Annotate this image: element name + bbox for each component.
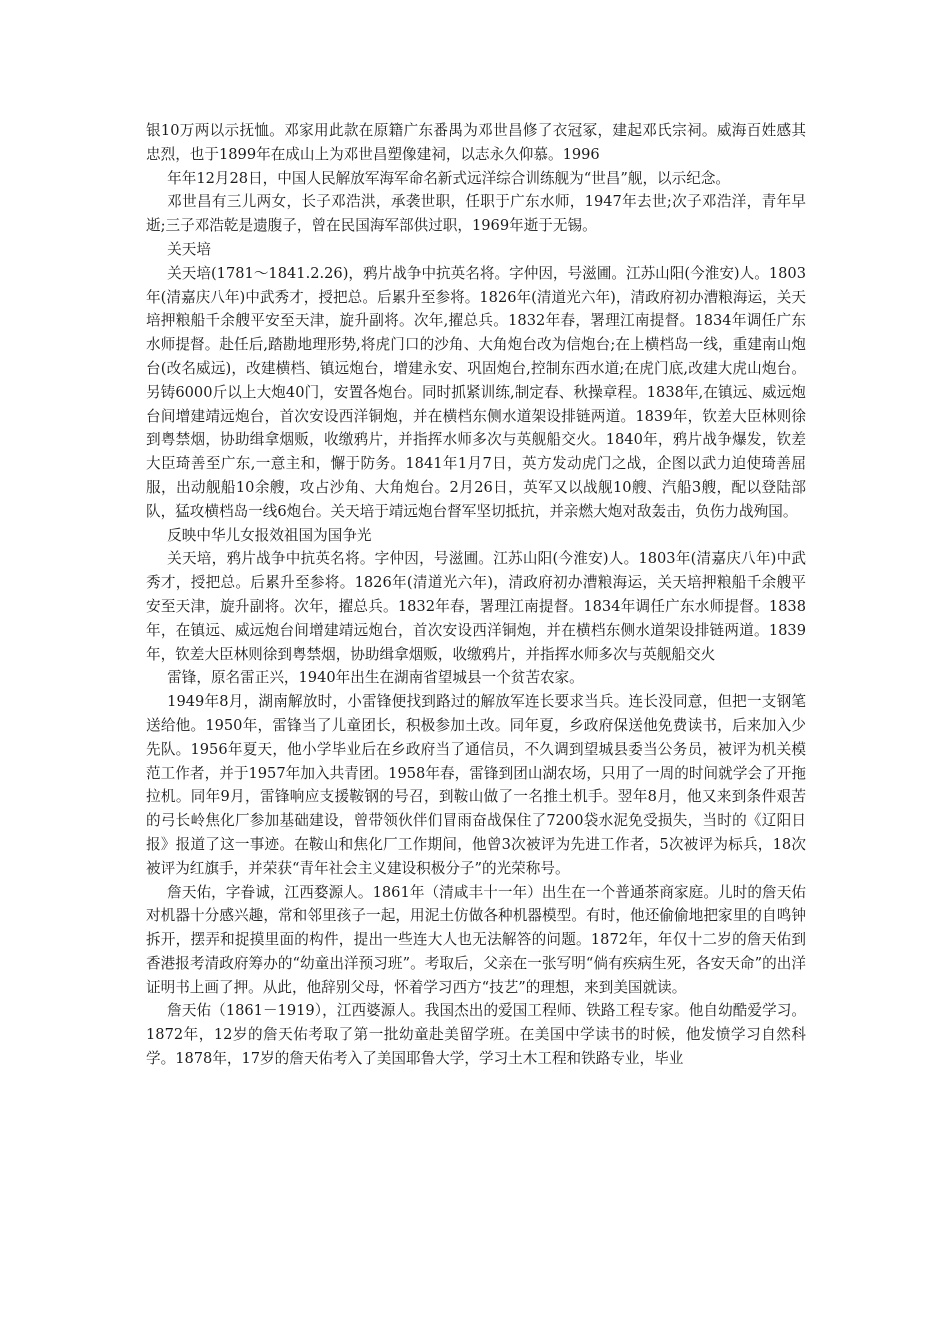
heading-guan-tianpei: 关天培 <box>167 240 211 258</box>
paragraph-deng-shichang-memorial: 银10万两以示抚恤。邓家用此款在原籍广东番禺为邓世昌修了衣冠冢，建起邓氏宗祠。威海百姓感其忠烈，也于1899年在成山上为邓世昌塑像建祠，以志永久仰慕。1996 <box>146 122 806 163</box>
paragraph-guan-tianpei-summary: 关天培，鸦片战争中抗英名将。字仲因，号滋圃。江苏山阳(今淮安)人。1803年(清嘉庆八年)中武秀才，授把总。后累升至参将。1826年(清道光六年)，清政府初办漕粮海运，关天培押粮船千余艘平安至天津，旋升副将。次年，擢总兵。1832年春，署理江南提督。1834年调任广东水师提督。1838年，在镇远、威远炮台间增建靖远炮台，首次安设西洋铜炮，并在横档东侧水道架设排链两道。1839年，钦差大臣林则徐到粤禁烟，协助缉拿烟贩，收缴鸦片，并指挥水师多次与英舰船交火 <box>146 550 806 663</box>
paragraph-shichang-ship: 年年12月28日，中国人民解放军海军命名新式远洋综合训练舰为“世昌”舰，以示纪念。 <box>167 169 731 187</box>
paragraph-guan-tianpei-bio: 关天培(1781～1841.2.26)，鸦片战争中抗英名将。字仲因，号滋圃。江苏山阳(今淮安)人。1803年(清嘉庆八年)中武秀才，授把总。后累升至参将。1826年(清道光六年)，清政府初办漕粮海运，关天培押粮船千余艘平安至天津，旋升副将。次年,擢总兵。1832年春，署理江南提督。1834年调任广东水师提督。赴任后,踏勘地理形势,将虎门口的沙角、大角炮台改为信炮台;在上横档岛一线，重建南山炮台(改名威远)，改建横档、镇远炮台，增建永安、巩固炮台,控制东西水道;在虎门底,改建大虎山炮台。另铸6000斤以上大炮40门，安置各炮台。同时抓紧训练,制定春、秋操章程。1838年,在镇远、威远炮台间增建靖远炮台，首次安设西洋铜炮，并在横档东侧水道架设排链两道。1839年，钦差大臣林则徐到粤禁烟，协助缉拿烟贩，收缴鸦片，并指挥水师多次与英舰船交火。1840年，鸦片战争爆发，钦差大臣琦善至广东,一意主和，懈于防务。1841年1月7日，英方发动虎门之战，企图以武力迫使琦善屈服，出动舰船10余艘，攻占沙角、大角炮台。2月26日，英军又以战舰10艘、汽船3艘，配以登陆部队，猛攻横档岛一线6炮台。关天培于靖远炮台督军坚切抵抗，并亲燃大炮对敌轰击，负伤力战殉国。 <box>146 264 806 520</box>
paragraph-deng-children: 邓世昌有三儿两女，长子邓浩洪，承袭世职，任职于广东水师，1947年去世;次子邓浩洋，青年早逝;三子邓浩乾是遗腹子，曾在民国海军部供过职，1969年逝于无锡。 <box>146 193 806 235</box>
paragraph-lei-feng-intro: 雷锋，原名雷正兴，1940年出生在湖南省望城县一个贫苦农家。 <box>167 669 584 687</box>
document-body <box>146 119 806 1071</box>
paragraph-zhan-tianyou-childhood: 詹天佑，字眷诚，江西婺源人。1861年（清咸丰十一年）出生在一个普通茶商家庭。儿时的詹天佑对机器十分感兴趣，常和邻里孩子一起，用泥土仿做各种机器模型。有时，他还偷偷地把家里的自鸣钟拆开，摆弄和捉摸里面的构件，提出一些连大人也无法解答的问题。1872年，年仅十二岁的詹天佑到香港报考清政府筹办的“幼童出洋预习班”。考取后，父亲在一张写明“倘有疾病生死，各安天命”的出洋证明书上画了押。从此，他辞别父母，怀着学习西方“技艺”的理想，来到美国就读。 <box>146 883 806 996</box>
paragraph-lei-feng-bio: 1949年8月，湖南解放时，小雷锋便找到路过的解放军连长要求当兵。连长没同意，但把一支钢笔送给他。1950年，雷锋当了儿童团长，积极参加土改。同年夏，乡政府保送他免费读书，后来加入少先队。1956年夏天，他小学毕业后在乡政府当了通信员，不久调到望城县委当公务员，被评为机关模范工作者，并于1957年加入共青团。1958年春，雷锋到团山湖农场，只用了一周的时间就学会了开拖拉机。同年9月，雷锋响应支援鞍钢的号召，到鞍山做了一名推土机手。翌年8月，他又来到条件艰苦的弓长岭焦化厂参加基础建设，曾带领伙伴们冒雨奋战保住了7200袋水泥免受损失，当时的《辽阳日报》报道了这一事迹。在鞍山和焦化厂工作期间，他曾3次被评为先进工作者，5次被评为标兵，18次被评为红旗手，并荣获“青年社会主义建设积极分子”的光荣称号。 <box>146 693 806 877</box>
paragraph-zhan-tianyou-bio: 詹天佑（1861－1919），江西婆源人。我国杰出的爱国工程师、铁路工程专家。他自幼酷爱学习。1872年，12岁的詹天佑考取了第一批幼童赴美留学班。在美国中学读书的时候，他发愤学习自然科学。1878年，17岁的詹天佑考入了美国耶鲁大学，学习土木工程和铁路专业，毕业 <box>146 1002 806 1068</box>
heading-patriotism: 反映中华儿女报效祖国为国争光 <box>167 526 372 544</box>
